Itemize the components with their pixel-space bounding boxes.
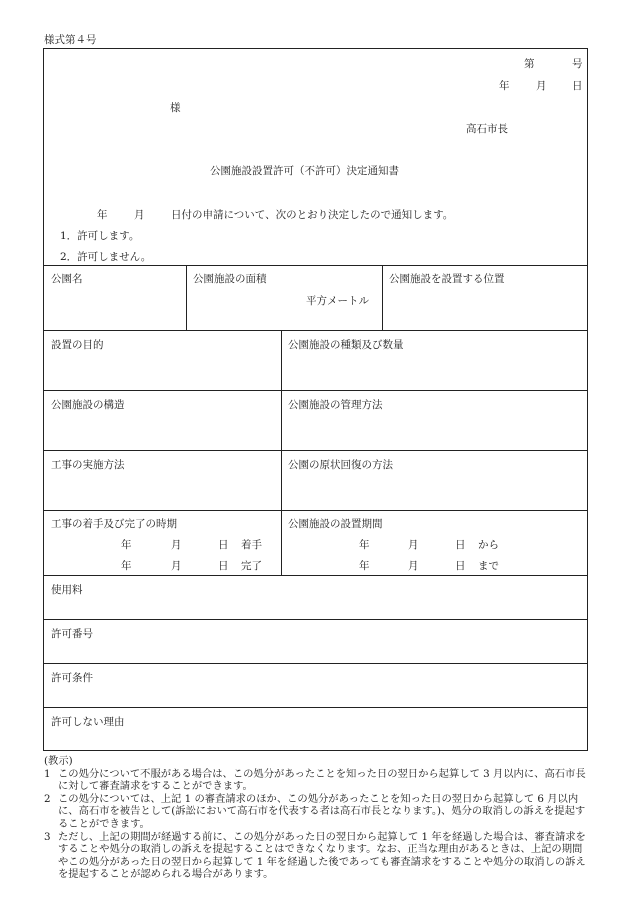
row-divider-1: [43, 330, 588, 331]
row-divider-2: [43, 390, 588, 391]
start-day-label: 日: [218, 539, 229, 551]
type-quantity-label: 公園施設の種類及び数量: [288, 339, 404, 351]
installation-period-label: 公園施設の設置期間: [288, 518, 383, 530]
note-text: ただし、上記の期間が経過する前に、この処分があった日の翌日から起算して 1 年を経過した場合は、審査請求をすることや処分の取消しの訴えを提起することはできなくなります。なお、正当な理由があるときは、上記の期間やこの処分があった日の翌日から起算して 1 年を経過した後であっても審査請求をすることや処分の取消しの訴えを提起することが認められる場合があります。: [58, 830, 586, 881]
note-number: 3: [44, 830, 51, 843]
start-suffix: 着手: [241, 539, 262, 551]
restoration-label: 公園の原状回復の方法: [288, 459, 393, 471]
option-deny: 2．許可しません。: [60, 251, 152, 263]
from-year-label: 年: [359, 539, 370, 551]
number-dai-label: 第: [524, 58, 535, 70]
from-day-label: 日: [455, 539, 466, 551]
document-title: 公園施設設置許可（不許可）決定通知書: [210, 165, 399, 177]
construction-period-label: 工事の着手及び完了の時期: [51, 518, 177, 530]
row-divider-6: [43, 619, 588, 620]
note-text: この処分については、上記 1 の審査請求のほか、この処分があったことを知った日の翌日から起算して 6 月以内に、高石市を被告として(訴訟において高石市を代表する者は高石市長となります。)、処分の取消しの訴えを提起することができます。: [58, 792, 586, 830]
recipient-sama-label: 様: [170, 102, 181, 114]
col-divider-b: [382, 265, 383, 330]
note-number: 1: [44, 767, 51, 780]
from-month-label: 月: [408, 539, 419, 551]
row-divider-5: [43, 575, 588, 576]
end-suffix: 完了: [241, 560, 262, 572]
permit-number-label: 許可番号: [51, 628, 93, 640]
end-day-label: 日: [218, 560, 229, 572]
purpose-label: 設置の目的: [51, 339, 104, 351]
table-top-border: [43, 265, 588, 266]
row-divider-7: [43, 663, 588, 664]
refusal-reason-label: 許可しない理由: [51, 716, 125, 728]
notes-heading: (教示): [44, 755, 73, 767]
instruction-notes: [44, 755, 592, 881]
date-year-label: 年: [499, 80, 510, 92]
facility-area-label: 公園施設の面積: [193, 273, 267, 285]
intro-year-label: 年: [97, 209, 108, 221]
number-go-label: 号: [572, 58, 583, 70]
start-year-label: 年: [121, 539, 132, 551]
construction-method-label: 工事の実施方法: [51, 459, 125, 471]
date-day-label: 日: [572, 80, 583, 92]
until-year-label: 年: [359, 560, 370, 572]
note-item: [44, 793, 592, 831]
until-suffix: まで: [478, 560, 499, 572]
until-day-label: 日: [455, 560, 466, 572]
until-month-label: 月: [408, 560, 419, 572]
row-divider-3: [43, 450, 588, 451]
note-number: 2: [44, 792, 51, 805]
note-item: [44, 831, 592, 881]
area-unit-label: 平方メートル: [306, 295, 369, 307]
management-label: 公園施設の管理方法: [288, 399, 383, 411]
from-suffix: から: [478, 539, 499, 551]
intro-month-label: 月: [134, 209, 145, 221]
end-month-label: 月: [171, 560, 182, 572]
park-name-label: 公園名: [51, 273, 83, 285]
structure-label: 公園施設の構造: [51, 399, 125, 411]
option-permit: 1．許可します。: [60, 230, 140, 242]
start-month-label: 月: [171, 539, 182, 551]
date-month-label: 月: [536, 80, 547, 92]
intro-text: 日付の申請について、次のとおり決定したので通知します。: [171, 209, 454, 221]
col-divider-a: [186, 265, 187, 330]
row-divider-4: [43, 510, 588, 511]
fee-label: 使用料: [51, 584, 83, 596]
note-text: この処分について不服がある場合は、この処分があったことを知った日の翌日から起算して 3 月以内に、高石市長に対して審査請求をすることができます。: [58, 767, 586, 793]
col-divider-mid: [281, 330, 282, 575]
row-divider-8: [43, 707, 588, 708]
form-number: 様式第４号: [44, 34, 97, 46]
issuer-name: 高石市長: [466, 123, 508, 135]
end-year-label: 年: [121, 560, 132, 572]
permit-conditions-label: 許可条件: [51, 672, 93, 684]
location-label: 公園施設を設置する位置: [389, 273, 505, 285]
note-item: [44, 768, 592, 793]
